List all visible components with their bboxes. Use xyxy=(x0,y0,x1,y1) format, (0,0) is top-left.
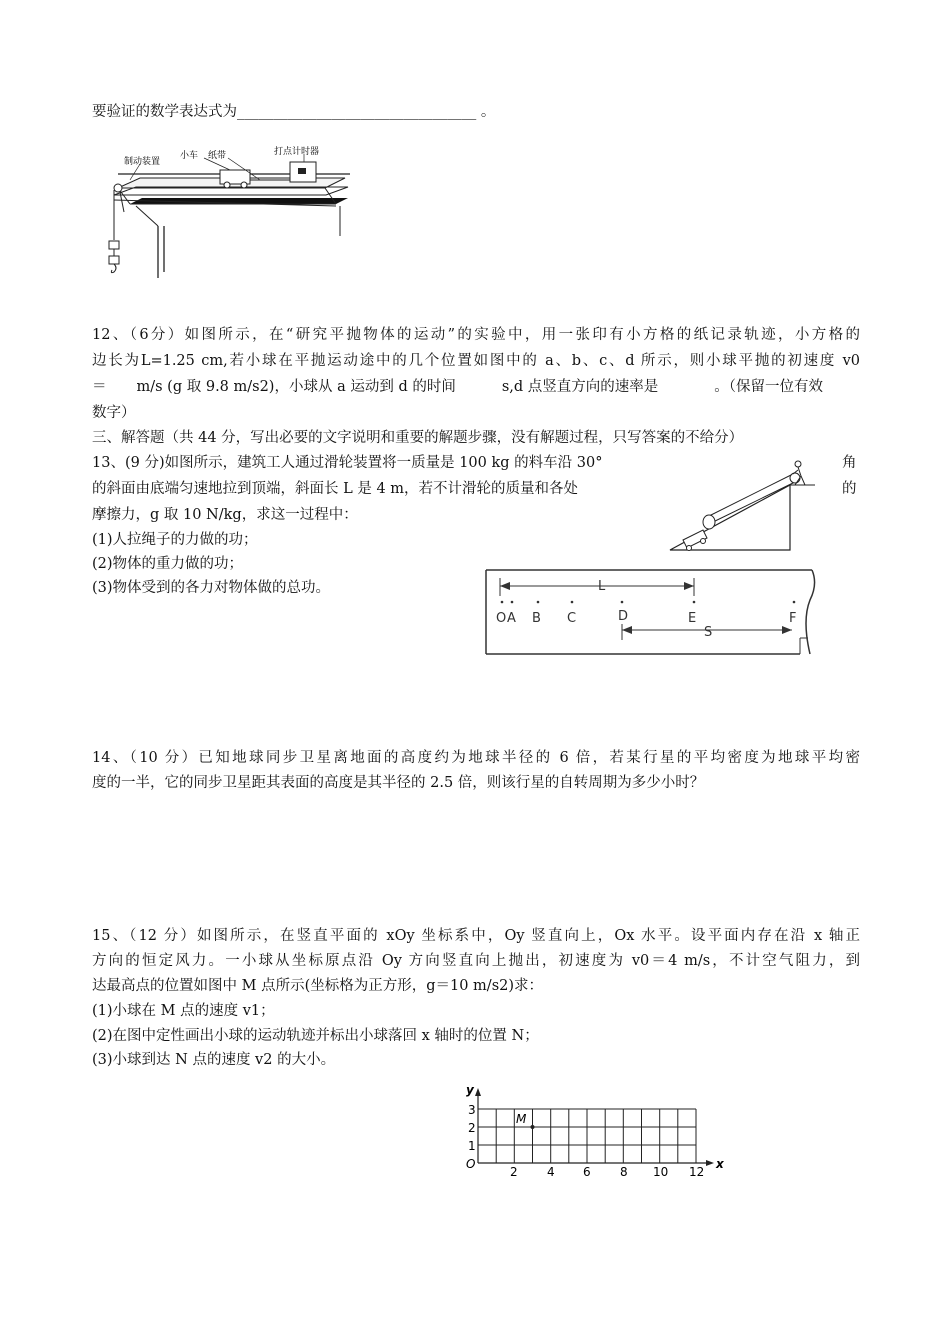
q13-line1-tail: 角 xyxy=(842,455,857,471)
q13-line3: 摩擦力，g 取 10 N/kg，求这一过程中： xyxy=(92,507,358,523)
q13-line2: 的斜面由底端匀速地拉到顶端，斜面长 L 是 4 m，若不计滑轮的质量和各处 xyxy=(92,481,579,497)
q12-line1: 12、（6分）如图所示，在“研究平抛物体的运动”的实验中，用一张印有小方格的纸记录轨迹，小方格的 xyxy=(92,327,860,343)
figure-strip xyxy=(482,566,827,661)
q13-item2: (2)物体的重力做的功； xyxy=(92,556,244,572)
point-O: O xyxy=(496,611,507,626)
x-tick-6: 6 xyxy=(583,1165,591,1179)
q15-item1: (1)小球在 M 点的速度 v1； xyxy=(92,1003,275,1019)
q12-eq-sign: ＝ xyxy=(92,379,107,395)
q11-expression-line: 要验证的数学表达式为_________________________________ 。 xyxy=(92,104,496,120)
label-timer: 打点计时器 xyxy=(274,147,320,157)
origin-label: O xyxy=(466,1157,476,1171)
q12-speed-part: m/s (g 取 9.8 m/s2)，小球从 a 运动到 d 的时间 xyxy=(136,379,456,395)
label-cart: 小车 xyxy=(180,151,199,161)
q15-line2: 方向的恒定风力。一小球从坐标原点沿 Oy 方向竖直向上抛出，初速度为 v0＝4 m/s，不计空气阻力，到 xyxy=(92,953,860,969)
q12-line2: 边长为L=1.25 cm,若小球在平抛运动途中的几个位置如图中的 a、b、c、d 所示，则小球平抛的初速度 v0 xyxy=(92,353,860,369)
label-S: S xyxy=(704,625,713,640)
figure-incline xyxy=(665,460,815,555)
point-A: A xyxy=(507,611,516,626)
q15-item2: (2)在图中定性画出小球的运动轨迹并标出小球落回 x 轴时的位置 N； xyxy=(92,1028,539,1044)
x-tick-4: 4 xyxy=(547,1165,555,1179)
q13-line2-tail: 的 xyxy=(842,481,857,497)
x-axis-label: x xyxy=(716,1157,724,1171)
q12-line4: 数字） xyxy=(92,405,136,421)
y-tick-3: 3 xyxy=(468,1103,476,1117)
y-tick-2: 2 xyxy=(468,1121,476,1135)
q14-line1: 14、（10 分）已知地球同步卫星离地面的高度约为地球半径的 6 倍，若某行星的平均密度为地球平均密 xyxy=(92,750,860,766)
figure-coordinate-grid xyxy=(460,1080,730,1180)
x-tick-2: 2 xyxy=(510,1165,518,1179)
point-M-label: M xyxy=(516,1112,527,1126)
point-E: E xyxy=(688,611,697,626)
q15-line3: 达最高点的位置如图中 M 点所示(坐标格为正方形，g＝10 m/s2)求： xyxy=(92,978,544,994)
label-L: L xyxy=(598,579,606,594)
point-D: D xyxy=(618,609,629,624)
q12-precision-part: 。（保留一位有效 xyxy=(714,379,824,395)
label-brake: 制动装置 xyxy=(124,157,161,167)
x-tick-12: 12 xyxy=(689,1165,705,1179)
point-B: B xyxy=(532,611,541,626)
point-F: F xyxy=(789,611,797,626)
q14-line2: 度的一半，它的同步卫星距其表面的高度是其半径的 2.5 倍，则该行星的自转周期为多少小时？ xyxy=(92,775,705,791)
label-tape: 纸带 xyxy=(208,151,227,161)
y-axis-label: y xyxy=(466,1083,474,1097)
q12-time-part: s,d 点竖直方向的速率是 xyxy=(501,379,659,395)
figure-cart-track xyxy=(100,140,360,290)
q15-line1: 15、（12 分）如图所示，在竖直平面的 xOy 坐标系中，Oy 竖直向上，Ox 水平。设平面内存在沿 x 轴正 xyxy=(92,928,860,944)
q13-item3: (3)物体受到的各力对物体做的总功。 xyxy=(92,580,331,596)
x-tick-8: 8 xyxy=(620,1165,628,1179)
x-tick-10: 10 xyxy=(653,1165,669,1179)
q13-item1: (1)人拉绳子的力做的功； xyxy=(92,532,258,548)
y-tick-1: 1 xyxy=(468,1139,476,1153)
q12-line3 xyxy=(92,377,823,397)
point-C: C xyxy=(567,611,577,626)
q13-line1: 13、(9 分)如图所示，建筑工人通过滑轮装置将一质量是 100 kg 的料车沿 30° xyxy=(92,455,603,471)
q15-item3: (3)小球到达 N 点的速度 v2 的大小。 xyxy=(92,1052,336,1068)
section3-heading: 三、解答题（共 44 分，写出必要的文字说明和重要的解题步骤，没有解题过程，只写答案的不给分） xyxy=(92,430,744,446)
